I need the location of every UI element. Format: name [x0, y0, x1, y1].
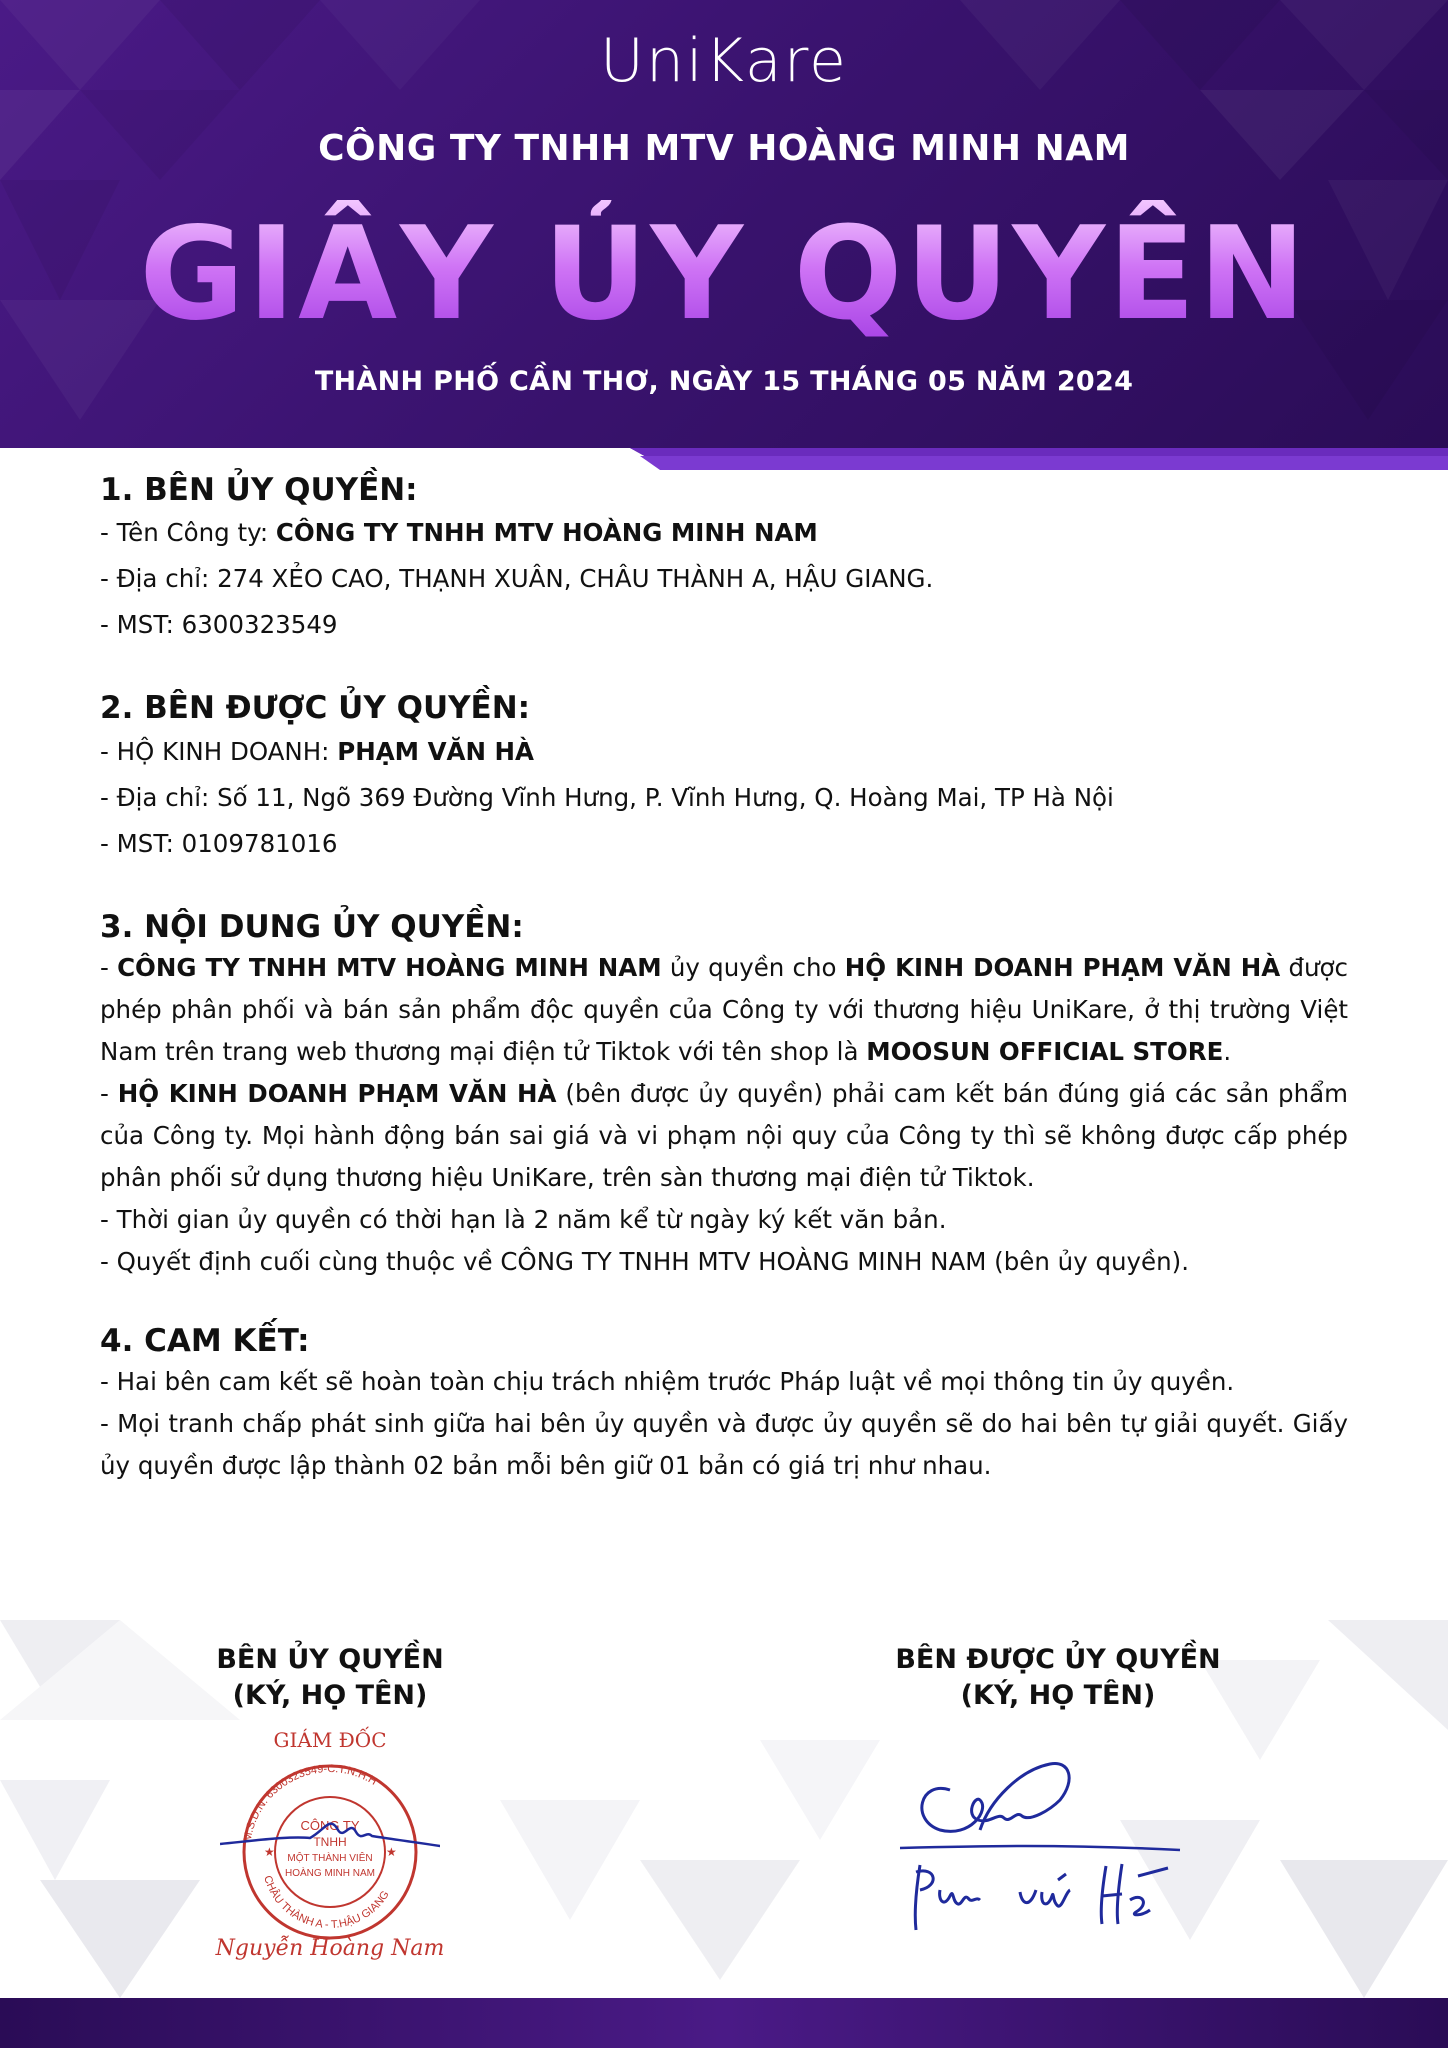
svg-text:M.S.D.N: 6300323549-C.T.N.H.H: M.S.D.N: 6300323549-C.T.N.H.H [241, 1762, 379, 1843]
footer-bar [0, 1998, 1448, 2048]
grantor-company-value: CÔNG TY TNHH MTV HOÀNG MINH NAM [275, 518, 818, 548]
p2-text: (bên được ủy quyền) phải cam kết bán đúng giá các sản phẩm của Công ty. Mọi hành động bán sai giá và vi phạm nội quy của Công ty thì sẽ không được cấp phép phân phối sử dụng thương hiệu UniKare, trên sàn thương mại điện tử Tiktok. [100, 1078, 1348, 1192]
company-seal [220, 1760, 440, 1940]
grantor-signer-name: Nguyễn Hoàng Nam [215, 1936, 445, 1961]
grantor-company-label: - Tên Công ty: [100, 518, 276, 548]
grantor-address: - Địa chỉ: 274 XẺO CAO, THẠNH XUÂN, CHÂU THÀNH A, HẬU GIANG. [100, 564, 934, 594]
dash: - [100, 952, 118, 982]
grantee-signature [880, 1740, 1220, 1950]
grantor-signature-subtitle: (KÝ, HỌ TÊN) [232, 1680, 428, 1711]
grantee-tax-id: - MST: 0109781016 [100, 828, 338, 858]
director-title: GIÁM ĐỐC [273, 1728, 387, 1752]
grantor-tax-id: - MST: 6300323549 [100, 610, 338, 640]
document-date: THÀNH PHỐ CẦN THƠ, NGÀY 15 THÁNG 05 NĂM 2024 [314, 366, 1134, 397]
grantor-signature-heading [130, 1642, 530, 1714]
svg-text:HOÀNG MINH NAM: HOÀNG MINH NAM [285, 1868, 375, 1879]
content-paragraph-4: - Quyết định cuối cùng thuộc về CÔNG TY TNHH MTV HOÀNG MINH NAM (bên ủy quyền). [100, 1246, 1190, 1276]
grantee-signature-title: BÊN ĐƯỢC ỦY QUYỀN [895, 1644, 1221, 1675]
svg-text:MỘT THÀNH VIÊN: MỘT THÀNH VIÊN [287, 1853, 373, 1864]
grantee-business [100, 729, 1348, 775]
grantee-business-value: PHẠM VĂN HÀ [337, 736, 534, 766]
document-title: GIẤY ỦY QUYỀN [0, 200, 1448, 349]
section-title-grantee: 2. BÊN ĐƯỢC ỦY QUYỀN: [100, 690, 531, 727]
header-banner [0, 0, 1448, 480]
grantee-business-label: - HỘ KINH DOANH: [100, 736, 338, 766]
p2-business: HỘ KINH DOANH PHẠM VĂN HÀ [117, 1078, 557, 1108]
section-title-commitment: 4. CAM KẾT: [100, 1322, 310, 1359]
brand-logo: UniKare [600, 26, 848, 96]
grantor-company [100, 510, 1348, 556]
grantee-address: - Địa chỉ: Số 11, Ngõ 369 Đường Vĩnh Hưng, P. Vĩnh Hưng, Q. Hoàng Mai, TP Hà Nội [100, 782, 1114, 812]
content-paragraph-1 [100, 947, 1348, 1073]
p1-business: HỘ KINH DOANH PHẠM VĂN HÀ [844, 952, 1281, 982]
grantor-signature-title: BÊN ỦY QUYỀN [216, 1644, 444, 1675]
p1-text: được phép phân phối và bán sản phẩm độc quyền của Công ty với thương hiệu UniKare, ở thị trường Việt Nam trên trang web thương mại điện tử Tiktok với tên shop là [100, 952, 1349, 1066]
svg-text:CÔNG TY: CÔNG TY [300, 1818, 360, 1833]
content-paragraph-3: - Thời gian ủy quyền có thời hạn là 2 năm kể từ ngày ký kết văn bản. [100, 1204, 947, 1234]
grantee-signature-heading [858, 1642, 1258, 1714]
p1-mid: ủy quyền cho [661, 952, 845, 982]
svg-text:TNHH: TNHH [313, 1835, 347, 1849]
svg-text:★: ★ [386, 1845, 397, 1859]
p1-end: . [1223, 1036, 1232, 1066]
svg-text:★: ★ [264, 1845, 275, 1859]
dash: - [100, 1078, 118, 1108]
company-name-header: CÔNG TY TNHH MTV HOÀNG MINH NAM [318, 128, 1130, 169]
commitment-paragraph-2: - Mọi tranh chấp phát sinh giữa hai bên ủy quyền và được ủy quyền sẽ do hai bên tự giải quyết. Giấy ủy quyền được lập thành 02 bản mỗi bên giữ 01 bản có giá trị như nhau. [100, 1409, 1348, 1481]
commitment-paragraph-1: - Hai bên cam kết sẽ hoàn toàn chịu trách nhiệm trước Pháp luật về mọi thông tin ủy quyền. [100, 1367, 1235, 1397]
p1-shop: MOOSUN OFFICIAL STORE [866, 1036, 1224, 1066]
section-title-grantor: 1. BÊN ỦY QUYỀN: [100, 472, 418, 508]
svg-text:CHÂU THÀNH A - T.HẬU GIANG: CHÂU THÀNH A - T.HẬU GIANG [261, 1874, 392, 1932]
section-title-content: 3. NỘI DUNG ỦY QUYỀN: [100, 908, 524, 945]
p1-company: CÔNG TY TNHH MTV HOÀNG MINH NAM [117, 952, 662, 982]
grantee-signature-subtitle: (KÝ, HỌ TÊN) [960, 1680, 1156, 1711]
content-paragraph-2 [100, 1073, 1348, 1199]
document-body [100, 470, 1348, 1487]
